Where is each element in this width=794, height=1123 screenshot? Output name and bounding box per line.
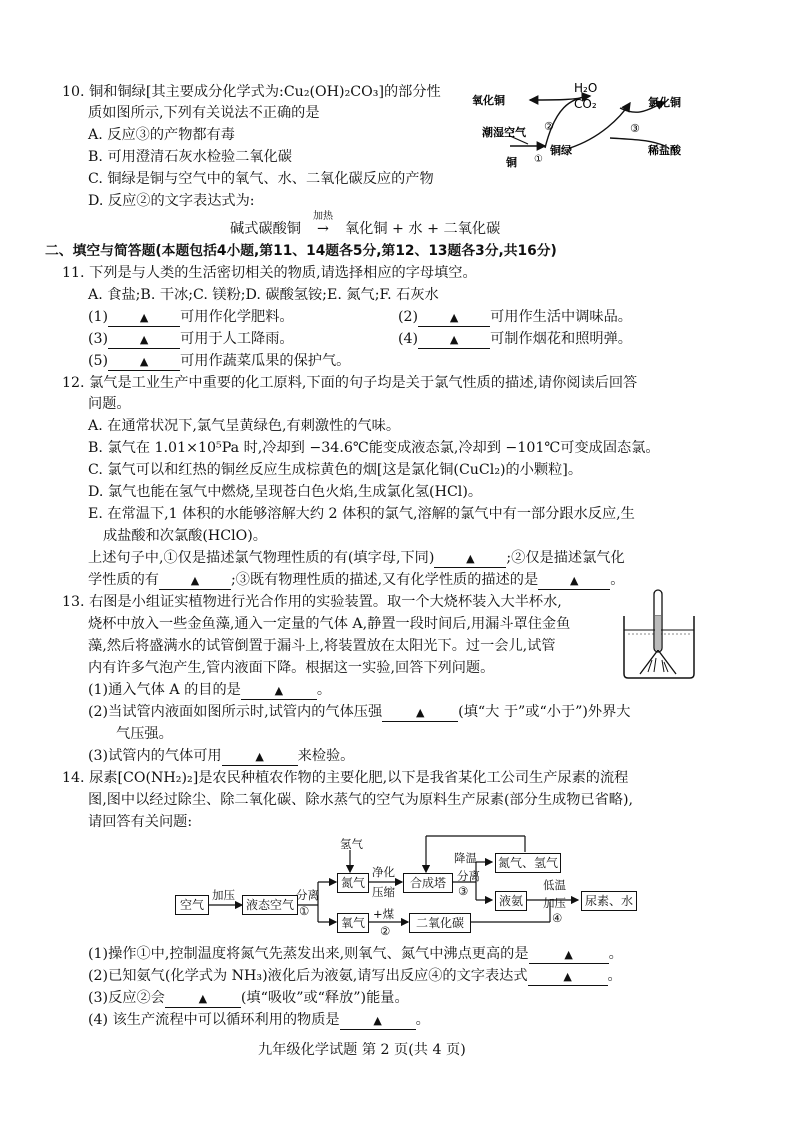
label-co2: CO₂: [574, 97, 597, 111]
flow-op3: ③: [458, 884, 469, 898]
label-h2o: H₂O: [574, 81, 598, 95]
flow-compress: 压缩: [372, 885, 395, 899]
q10-stem-line1: 10. 铜和铜绿[其主要成分化学式为:Cu₂(OH)₂CO₃]的部分性: [62, 84, 441, 100]
flow-purify: 净化: [372, 865, 395, 879]
q12-stem-line1: 12. 氯气是工业生产中重要的化工原料,下面的句子均是关于氯气性质的描述,请你阅读后回答: [62, 375, 638, 391]
answer-blank[interactable]: ▲: [529, 946, 609, 964]
photosynthesis-apparatus: [618, 586, 700, 682]
answer-blank[interactable]: ▲: [538, 572, 610, 590]
q13-p2: (2)当试管内液面如图所示时,试管内的气体压强 ▲ (填“大 于”或“小于”)外界大: [88, 704, 631, 720]
q14-p4: (4) 该生产流程中可以循环利用的物质是 ▲ 。: [88, 1012, 430, 1028]
q14-p2: (2)已知氨气(化学式为 NH₃)液化后为液氨,请写出反应④的文字表达式 ▲ 。: [88, 968, 622, 984]
q12-a: A. 在通常状况下,氯气呈黄绿色,有刺激性的气味。: [88, 418, 401, 434]
flow-tower: 合成塔: [403, 873, 453, 893]
q13-line2: 烧杯中放入一些金鱼藻,通入一定量的气体 A,静置一段时间后,用漏斗罩住金鱼: [88, 616, 571, 632]
copper-cycle-diagram: [470, 78, 700, 178]
q10-option-d: D. 反应②的文字表达式为:: [88, 193, 255, 209]
label-humid-air: 潮湿空气: [482, 126, 526, 139]
flow-pressurize: 加压: [212, 888, 235, 902]
q14-p1: (1)操作①中,控制温度将氮气先蒸发出来,则氧气、氮气中沸点更高的是 ▲ 。: [88, 946, 623, 962]
q11-options: A. 食盐;B. 干冰;C. 镁粉;D. 碳酸氢铵;E. 氮气;F. 石灰水: [88, 287, 439, 303]
q12-e-line1: E. 在常温下,1 体积的水能够溶解大约 2 体积的氯气,溶解的氯气中有一部分跟水反应,生: [88, 506, 635, 522]
q13-p2-cont: 气压强。: [116, 726, 173, 742]
flow-liquid-air: 液态空气: [242, 895, 298, 915]
q13-p1: (1)通入气体 A 的目的是 ▲ 。: [88, 682, 332, 698]
answer-blank[interactable]: ▲: [165, 990, 241, 1008]
q10-option-a: A. 反应③的产物都有毒: [88, 127, 235, 143]
q13-line1: 13. 右图是小组证实植物进行光合作用的实验装置。取一个大烧杯装入大半杯水,: [62, 594, 562, 610]
eq-arrow: 加热 →: [301, 219, 345, 239]
q12-ask1: 上述句子中,①仅是描述氯气物理性质的有(填字母,下同) ▲ ;②仅是描述氯气化: [88, 550, 625, 566]
flow-liquid-nh3: 液氨: [495, 891, 527, 911]
q12-d: D. 氯气也能在氢气中燃烧,呈现苍白色火焰,生成氯化氢(HCl)。: [88, 484, 483, 500]
q12-ask2: 学性质的有 ▲ ;③既有物理性质的描述,又有化学性质的描述的是 ▲ 。: [88, 572, 625, 588]
q14-line3: 请回答有关问题:: [88, 814, 193, 830]
q10-option-b: B. 可用澄清石灰水检验二氧化碳: [88, 149, 292, 165]
flow-separate2: 分离: [457, 869, 480, 883]
flow-co2: 二氧化碳: [409, 913, 471, 933]
answer-blank[interactable]: ▲: [418, 331, 490, 349]
label-cucl2: 氯化铜: [648, 96, 681, 109]
q11-p5: (5) ▲ 可用作蔬菜瓜果的保护气。: [88, 353, 351, 369]
flow-pressurize2: 加压: [543, 896, 566, 910]
flow-separate: 分离: [296, 888, 319, 902]
flow-op4: ④: [552, 911, 563, 925]
q14-line2: 图,图中以经过除尘、除二氧化碳、除水蒸气的空气为原料生产尿素(部分生成物已省略),: [88, 792, 634, 808]
label-r2: ②: [544, 120, 554, 133]
q12-b: B. 氯气在 1.01×10⁵Pa 时,冷却到 −34.6℃能变成液态氯,冷却到 −101℃可变成固态氯。: [88, 440, 660, 456]
q11-p2: (2) ▲ 可用作生活中调味品。: [398, 309, 632, 325]
flow-air: 空气: [175, 895, 209, 915]
q11-p4: (4) ▲ 可制作烟花和照明弹。: [398, 331, 632, 347]
flow-cool: 降温: [454, 851, 477, 865]
flow-op1: ①: [299, 904, 310, 918]
answer-blank[interactable]: ▲: [434, 550, 506, 568]
q12-stem-line2: 问题。: [88, 396, 131, 412]
answer-blank[interactable]: ▲: [159, 572, 231, 590]
answer-blank[interactable]: ▲: [108, 309, 180, 327]
answer-blank[interactable]: ▲: [241, 682, 317, 700]
answer-blank[interactable]: ▲: [108, 331, 180, 349]
flow-coal: +煤: [373, 907, 395, 921]
flow-product: 尿素、水: [581, 891, 637, 911]
q11-p1: (1) ▲ 可用作化学肥料。: [88, 309, 294, 325]
answer-blank[interactable]: ▲: [340, 1012, 416, 1030]
q10-stem-line2: 质如图所示,下列有关说法不正确的是: [88, 105, 320, 121]
q14-p3: (3)反应②会 ▲ (填“吸收”或“释放”)能量。: [88, 990, 409, 1006]
page-footer: 九年级化学试题 第 2 页(共 4 页): [258, 1042, 466, 1058]
answer-blank[interactable]: ▲: [108, 353, 180, 371]
q10-word-equation: [230, 211, 501, 239]
flow-op2: ②: [380, 924, 391, 938]
q12-e-line2: 成盐酸和次氯酸(HClO)。: [103, 528, 267, 544]
label-r3: ③: [630, 122, 640, 135]
q13-line4: 内有许多气泡产生,管内液面下降。根据这一实验,回答下列问题。: [88, 660, 495, 676]
answer-blank[interactable]: ▲: [528, 968, 608, 986]
section2-header: 二、填空与简答题(本题包括4小题,第11、14题各5分,第12、13题各3分,共16分): [45, 243, 557, 259]
eq-right: 氧化铜 + 水 + 二氧化碳: [344, 221, 501, 237]
flow-h2n2: 氮气、氢气: [495, 853, 561, 873]
answer-blank[interactable]: ▲: [418, 309, 490, 327]
label-hcl: 稀盐酸: [648, 144, 681, 157]
label-cuo: 氧化铜: [472, 94, 505, 107]
answer-blank[interactable]: ▲: [222, 748, 298, 766]
eq-left: 碱式碳酸铜: [230, 221, 301, 237]
q11-p3: (3) ▲ 可用于人工降雨。: [88, 331, 294, 347]
flow-o2: 氧气: [337, 913, 369, 933]
answer-blank[interactable]: ▲: [382, 704, 458, 722]
flow-h2-label: 氢气: [340, 837, 363, 851]
q10-option-c: C. 铜绿是铜与空气中的氧气、水、二氧化碳反应的产物: [88, 171, 434, 187]
flow-low-temp: 低温: [543, 878, 566, 892]
eq-condition: 加热: [312, 211, 333, 222]
q13-p3: (3)试管内的气体可用 ▲ 来检验。: [88, 748, 355, 764]
label-r1: ①: [534, 154, 543, 165]
flow-n2: 氮气: [337, 873, 369, 893]
q11-stem: 11. 下列是与人类的生活密切相关的物质,请选择相应的字母填空。: [62, 265, 477, 281]
q14-line1: 14. 尿素[CO(NH₂)₂]是农民种植农作物的主要化肥,以下是我省某化工公司生产尿素的流程: [62, 770, 629, 786]
label-cu: 铜: [506, 156, 517, 169]
q13-line3: 藻,然后将盛满水的试管倒置于漏斗上,将装置放在太阳光下。过一会儿,试管: [88, 638, 556, 654]
label-malachite: 铜绿: [550, 144, 572, 157]
q12-c: C. 氯气可以和红热的铜丝反应生成棕黄色的烟[这是氯化铜(CuCl₂)的小颗粒]。: [88, 462, 583, 478]
